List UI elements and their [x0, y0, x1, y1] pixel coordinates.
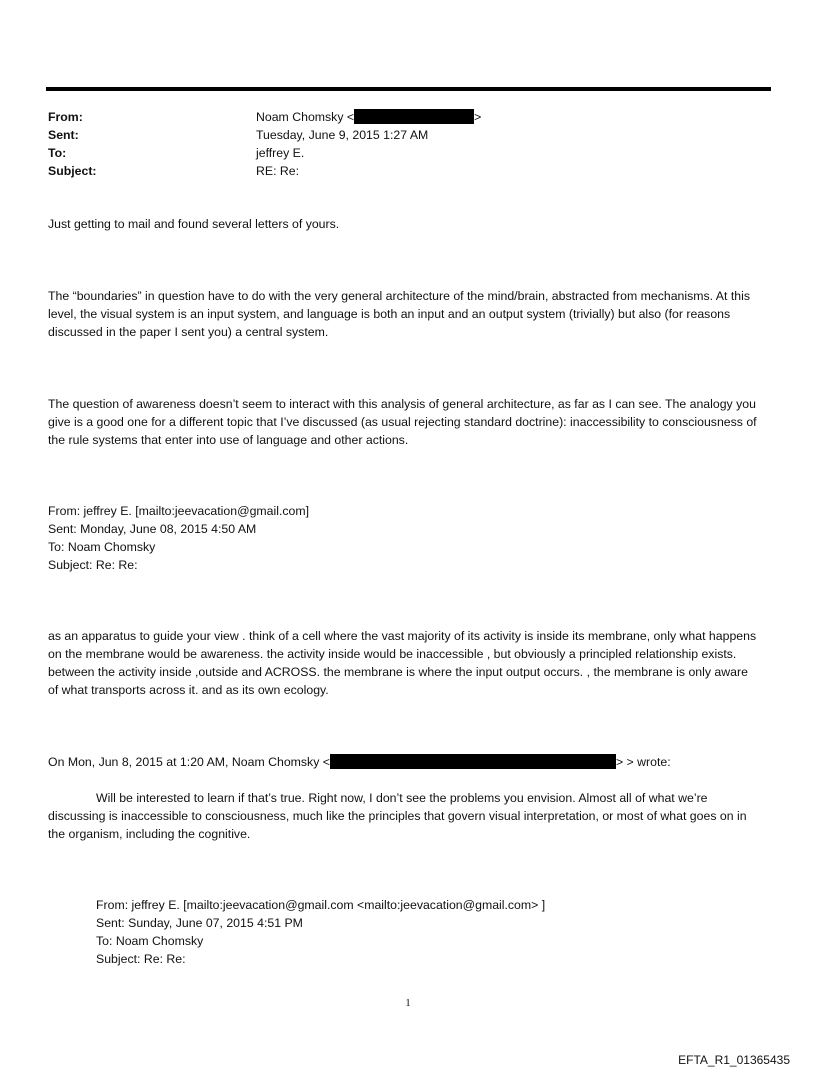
forward2-from: From: jeffrey E. [mailto:jeevacation@gmail.com <mailto:jeevacation@gmail.com> ]	[96, 898, 546, 912]
forward1-to: To: Noam Chomsky	[48, 540, 156, 554]
sent-label: Sent:	[48, 128, 79, 142]
quote-intro	[48, 753, 760, 771]
forward2-subject: Subject: Re: Re:	[96, 952, 186, 966]
bates-number: EFTA_R1_01365435	[678, 1053, 790, 1067]
to-label: To:	[48, 146, 67, 160]
redaction-box	[330, 754, 616, 769]
body-paragraph-2: The “boundaries” in question have to do with the very general architecture of the mind/brain, abstracted from mechanisms. At this level, the visual system is an input system, and language is both an input and an output system (trivially) but also (for reasons discussed in the paper I sent you) a central system.	[48, 289, 750, 339]
from-name: Noam Chomsky <	[256, 110, 355, 124]
redaction-box	[354, 109, 474, 124]
email-header	[48, 108, 748, 180]
sent-value: Tuesday, June 9, 2015 1:27 AM	[256, 128, 429, 142]
forward1-body: as an apparatus to guide your view . think of a cell where the vast majority of its activity is inside its membrane, only what happens on the membrane would be awareness. the activity inside would be inaccessible , but obviously a principled relationship exists. between the activity inside ,outside and ACROSS. the membrane is where the input output occurs. , the membrane is only aware of what transports across it. and as its own ecology.	[48, 629, 757, 697]
from-value	[256, 108, 481, 126]
to-value: jeffrey E.	[256, 146, 305, 160]
forward1-sent: Sent: Monday, June 08, 2015 4:50 AM	[48, 522, 257, 536]
forward-header-1	[48, 502, 760, 574]
quote-intro-start: On Mon, Jun 8, 2015 at 1:20 AM, Noam Chomsky <	[48, 755, 330, 769]
body-paragraph-3: The question of awareness doesn’t seem to interact with this analysis of general architecture, as far as I can see. The analogy you give is a good one for a different topic that I’ve discussed (as usual rejecting standard doctrine): inaccessibility to consciousness of the rule systems that enter into use of language and other actions.	[48, 397, 757, 447]
forward2-to: To: Noam Chomsky	[96, 934, 204, 948]
from-row	[48, 108, 748, 126]
quote-body: Will be interested to learn if that’s true. Right now, I don’t see the problems you envision. Almost all of what we’re discussing is inaccessible to consciousness, much like the principles that govern visual interpretation, or most of what goes on in the organism, including the cognitive.	[48, 791, 747, 841]
forward2-sent: Sent: Sunday, June 07, 2015 4:51 PM	[96, 916, 303, 930]
forward-header-2	[96, 896, 760, 968]
page-number: 1	[405, 997, 411, 1009]
subject-label: Subject:	[48, 164, 97, 178]
to-row	[48, 144, 748, 162]
subject-row	[48, 162, 748, 180]
body-paragraph-1: Just getting to mail and found several letters of yours.	[48, 217, 340, 231]
from-suffix: >	[474, 110, 482, 124]
subject-value: RE: Re:	[256, 164, 300, 178]
header-rule	[46, 87, 771, 91]
from-label: From:	[48, 110, 83, 124]
quote-intro-end: > > wrote:	[615, 755, 671, 769]
forward1-subject: Subject: Re: Re:	[48, 558, 138, 572]
sent-row	[48, 126, 748, 144]
forward1-from: From: jeffrey E. [mailto:jeevacation@gmail.com]	[48, 504, 310, 518]
